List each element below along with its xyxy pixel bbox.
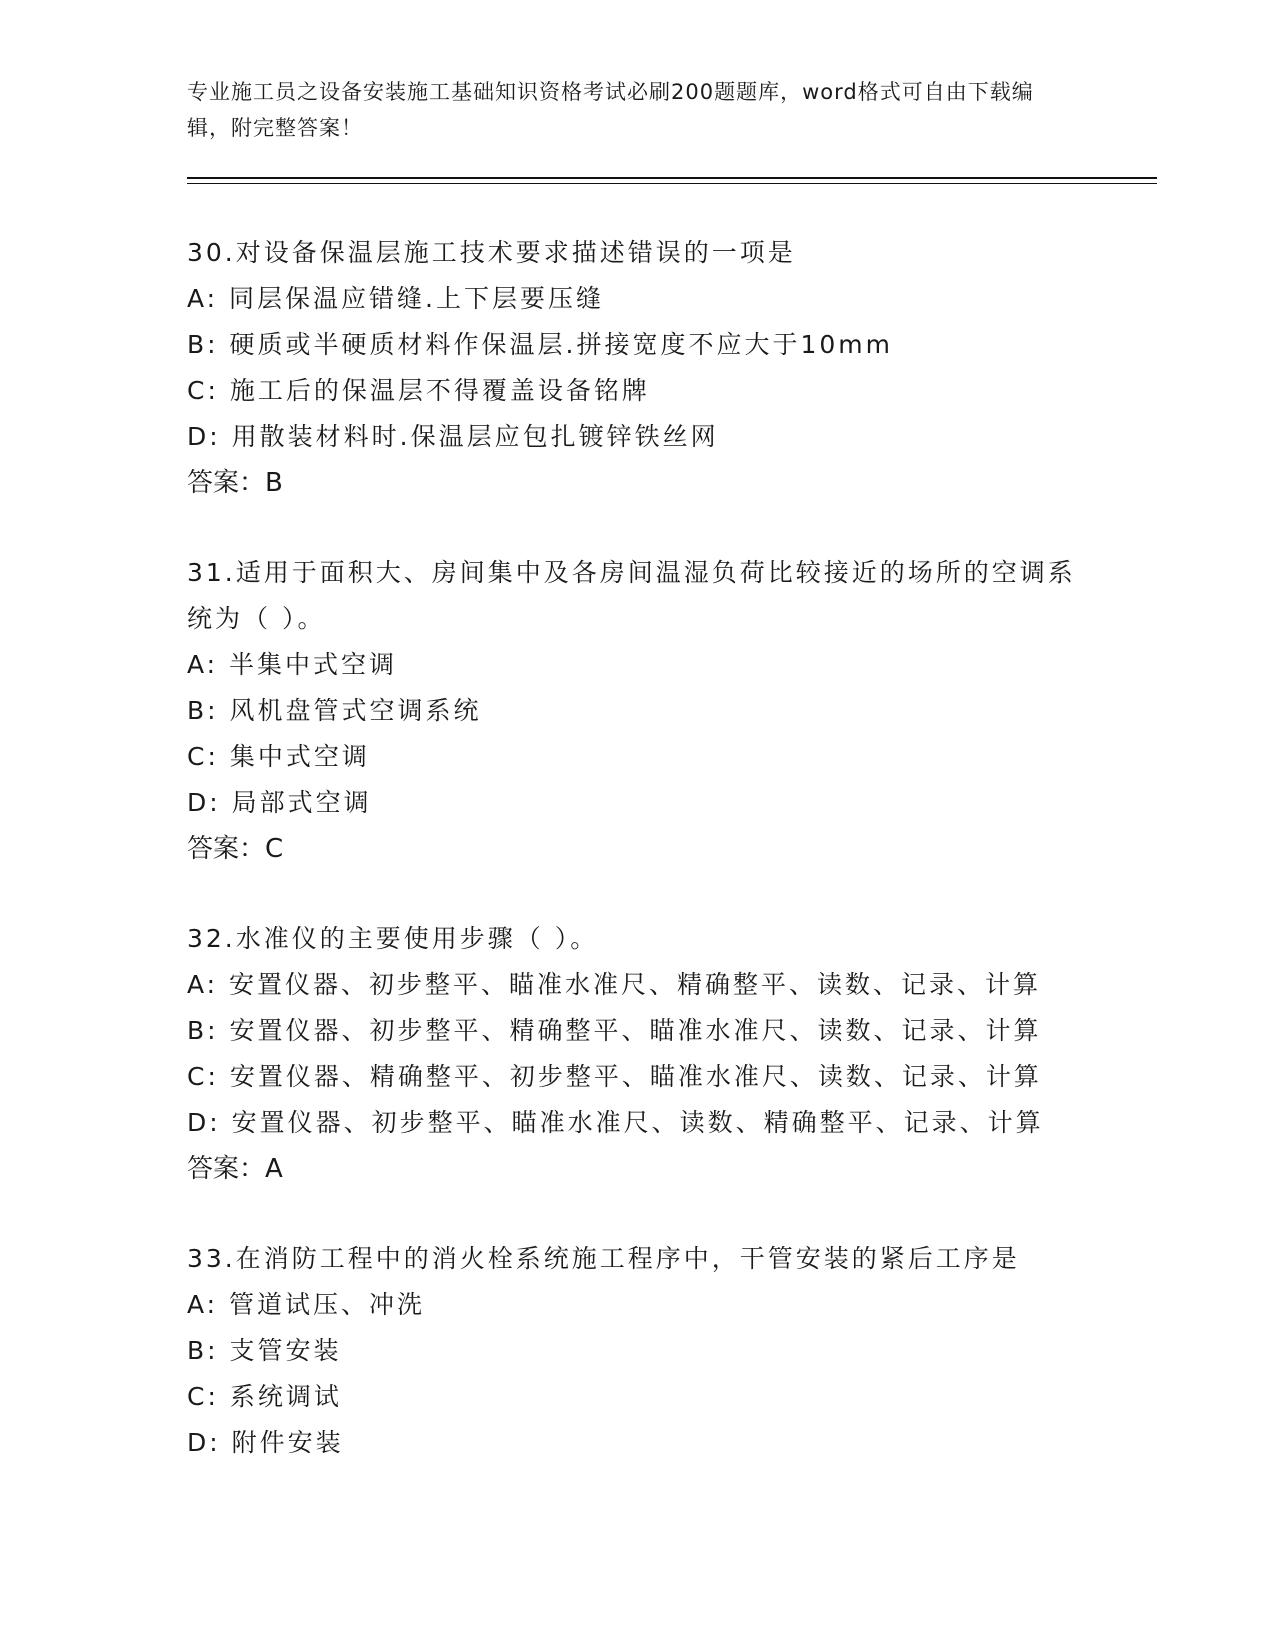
option-c: C: 集中式空调 (187, 742, 370, 771)
option-d: D: 局部式空调 (187, 788, 372, 817)
option-a: A: 管道试压、冲洗 (187, 1290, 426, 1319)
answer-line: 答案：C (187, 834, 284, 864)
question-list (187, 230, 1087, 1466)
question-title: 30.对设备保温层施工技术要求描述错误的一项是 (187, 238, 796, 267)
option-b: B: 硬质或半硬质材料作保温层.拼接宽度不应大于10mm (187, 330, 893, 359)
option-d: D: 安置仪器、初步整平、瞄准水准尺、读数、精确整平、记录、计算 (187, 1108, 1044, 1137)
option-c: C: 系统调试 (187, 1382, 342, 1411)
question-33 (187, 1236, 1087, 1466)
option-a: A: 同层保温应错缝.上下层要压缝 (187, 284, 604, 313)
header-divider-thick (187, 177, 1157, 179)
answer-line: 答案：B (187, 468, 283, 498)
question-title: 33.在消防工程中的消火栓系统施工程序中，干管安装的紧后工序是 (187, 1244, 1020, 1273)
header-divider-thin (187, 183, 1157, 184)
option-c: C: 施工后的保温层不得覆盖设备铭牌 (187, 376, 650, 405)
question-30 (187, 230, 1087, 506)
option-d: D: 用散装材料时.保温层应包扎镀锌铁丝网 (187, 422, 719, 451)
option-d: D: 附件安装 (187, 1428, 344, 1457)
option-b: B: 安置仪器、初步整平、精确整平、瞄准水准尺、读数、记录、计算 (187, 1016, 1042, 1045)
document-header: 专业施工员之设备安装施工基础知识资格考试必刷200题题库，word格式可自由下载编辑，附完整答案！ (187, 80, 1034, 140)
spacer (187, 506, 1087, 550)
option-b: B: 风机盘管式空调系统 (187, 696, 482, 725)
question-title: 31.适用于面积大、房间集中及各房间温湿负荷比较接近的场所的空调系统为（ ）。 (187, 558, 1076, 633)
spacer (187, 872, 1087, 916)
question-title: 32.水准仪的主要使用步骤（ ）。 (187, 924, 599, 953)
option-a: A: 安置仪器、初步整平、瞄准水准尺、精确整平、读数、记录、计算 (187, 970, 1042, 999)
option-a: A: 半集中式空调 (187, 650, 398, 679)
spacer (187, 1192, 1087, 1236)
option-b: B: 支管安装 (187, 1336, 342, 1365)
option-c: C: 安置仪器、精确整平、初步整平、瞄准水准尺、读数、记录、计算 (187, 1062, 1042, 1091)
question-32 (187, 916, 1087, 1192)
question-31 (187, 550, 1087, 872)
answer-line: 答案：A (187, 1154, 283, 1184)
